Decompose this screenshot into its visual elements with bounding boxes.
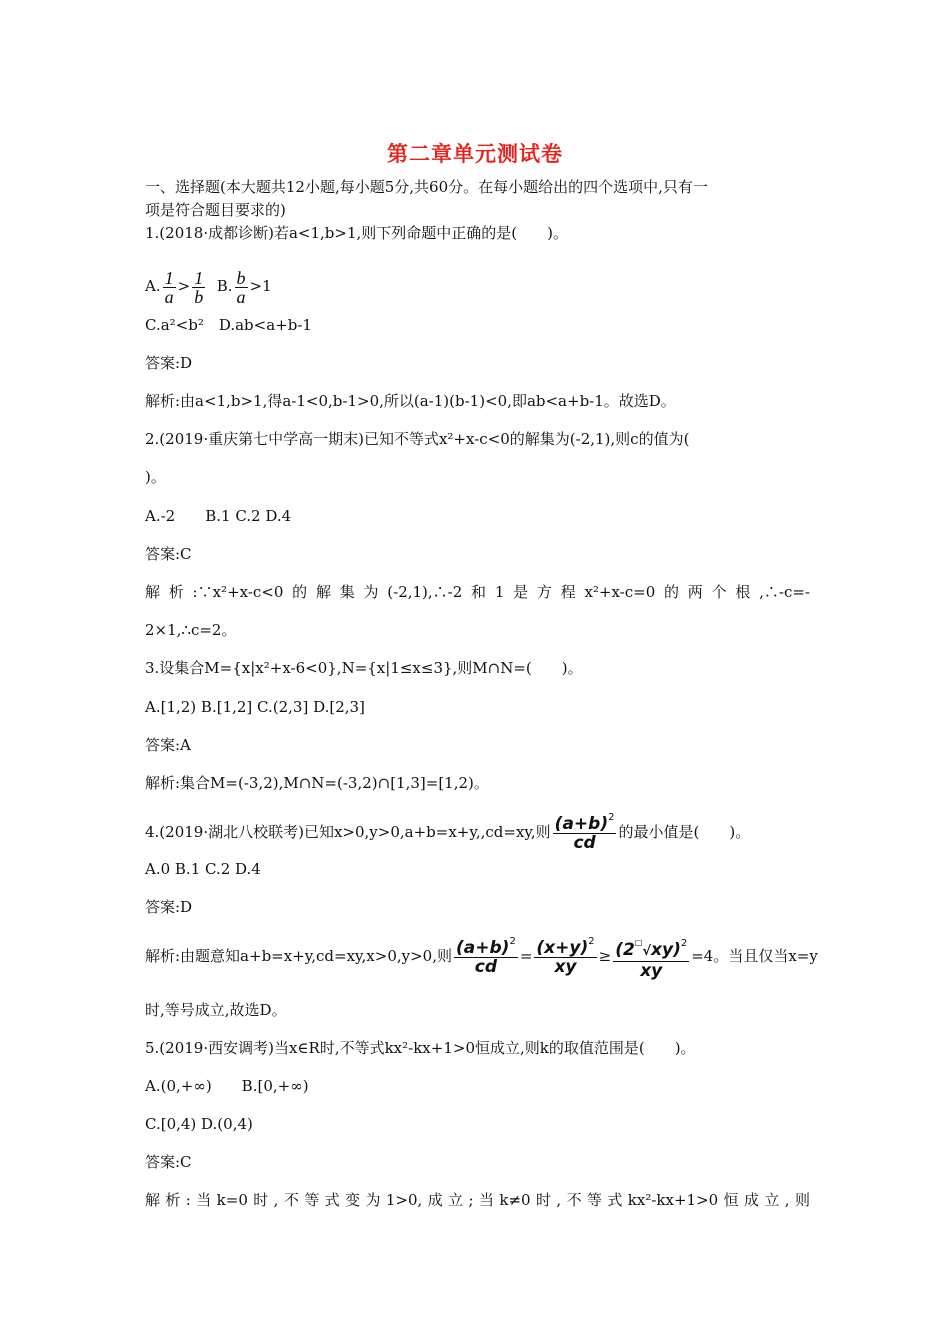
q4-analysis: 解析:由题意知a+b=x+y,cd=xy,x>0,y>0,则 $\frac{(a+b)^2}{cd}$ = $\frac{(x+y)^2}{xy}$ ≥ $\frac{(2^□√xy)^2}{xy}$ =4。当且仅当x=y [145, 935, 818, 981]
q5-options-line2: C.[0,4) D.(0,4) [145, 1115, 253, 1133]
q2-stem-line2: )。 [145, 468, 166, 486]
q4-stem [145, 810, 810, 854]
q4-answer: 答案:D [145, 898, 193, 916]
q1-options-cd: C.a²<b² D.ab<a+b-1 [145, 316, 312, 334]
q3-analysis: 解析:集合M=(-3,2),M∩N=(-3,2)∩[1,3]=[1,2)。 [145, 774, 489, 792]
q5-stem: 5.(2019·西安调考)当x∈R时,不等式kx²-kx+1>0恒成立,则k的取值范围是( )。 [145, 1039, 696, 1057]
section-instructions-line1: 一、选择题(本大题共12小题,每小题5分,共60分。在每小题给出的四个选项中,只有一 [145, 178, 708, 196]
q2-stem-line1: 2.(2019·重庆第七中学高一期末)已知不等式x²+x-c<0的解集为(-2,1),则c的值为( [145, 430, 690, 448]
q2-analysis-line1: 解析:∵x²+x-c<0的解集为(-2,1),∴-2和1是方程x²+x-c=0的两个根,∴-c=- [145, 583, 810, 601]
q5-options-line1: A.(0,+∞) B.[0,+∞) [145, 1077, 309, 1095]
q4-stem-post: 的最小值是( )。 [618, 823, 751, 841]
q4-analysis-pre: 解析:由题意知a+b=x+y,cd=xy,x>0,y>0,则 [145, 947, 452, 965]
q1-analysis: 解析:由a<1,b>1,得a-1<0,b-1>0,所以(a-1)(b-1)<0,即ab<a+b-1。故选D。 [145, 392, 676, 410]
q3-answer: 答案:A [145, 736, 191, 754]
q1-frac-1b: $\frac{1}{b}$ [194, 267, 204, 307]
q1-stem: 1.(2018·成都诊断)若a<1,b>1,则下列命题中正确的是( )。 [145, 224, 568, 242]
page-title: 第二章单元测试卷 [387, 141, 563, 166]
q3-stem: 3.设集合M={x|x²+x-6<0},N={x|1≤x≤3},则M∩N=( )。 [145, 659, 583, 677]
q1-frac-ba: $\frac{b}{a}$ [236, 267, 246, 307]
q5-answer: 答案:C [145, 1153, 192, 1171]
q4-frac-ab2-cd: $\frac{(a+b)^2}{cd}$ [554, 811, 615, 853]
q2-answer: 答案:C [145, 545, 192, 563]
q1-frac-1a: $\frac{1}{a}$ [164, 267, 174, 307]
q4-frac-2: $\frac{(x+y)^2}{xy}$ [536, 935, 595, 977]
section-instructions-line2: 项是符合题目要求的) [145, 201, 286, 219]
q1-options-ab: A. $\frac{1}{a}$ > $\frac{1}{b}$ B. $\frac{b}{a}$ >1 [145, 267, 272, 307]
q4-frac-1: $\frac{(a+b)^2}{cd}$ [456, 935, 516, 977]
q1-answer: 答案:D [145, 354, 193, 372]
q4-frac-3: $\frac{(2^□√xy)^2}{xy}$ [613, 934, 689, 980]
q4-analysis-line2: 时,等号成立,故选D。 [145, 1001, 287, 1019]
q4-stem-pre: 4.(2019·湖北八校联考)已知x>0,y>0,a+b=x+y,,cd=xy,则 [145, 823, 551, 841]
q4-analysis-post: =4。当且仅当x=y [691, 947, 818, 965]
q1-option-a-label: A. [145, 277, 161, 295]
q2-options: A.-2 B.1 C.2 D.4 [145, 507, 292, 525]
q3-options: A.[1,2) B.[1,2] C.(2,3] D.[2,3] [145, 698, 365, 716]
q1-option-b-label: B. [216, 277, 233, 295]
q5-analysis: 解析:当k=0时,不等式变为1>0,成立;当k≠0时,不等式kx²-kx+1>0恒成立,则 [145, 1191, 810, 1209]
q4-options: A.0 B.1 C.2 D.4 [145, 860, 261, 878]
q2-analysis-line2: 2×1,∴c=2。 [145, 621, 237, 639]
